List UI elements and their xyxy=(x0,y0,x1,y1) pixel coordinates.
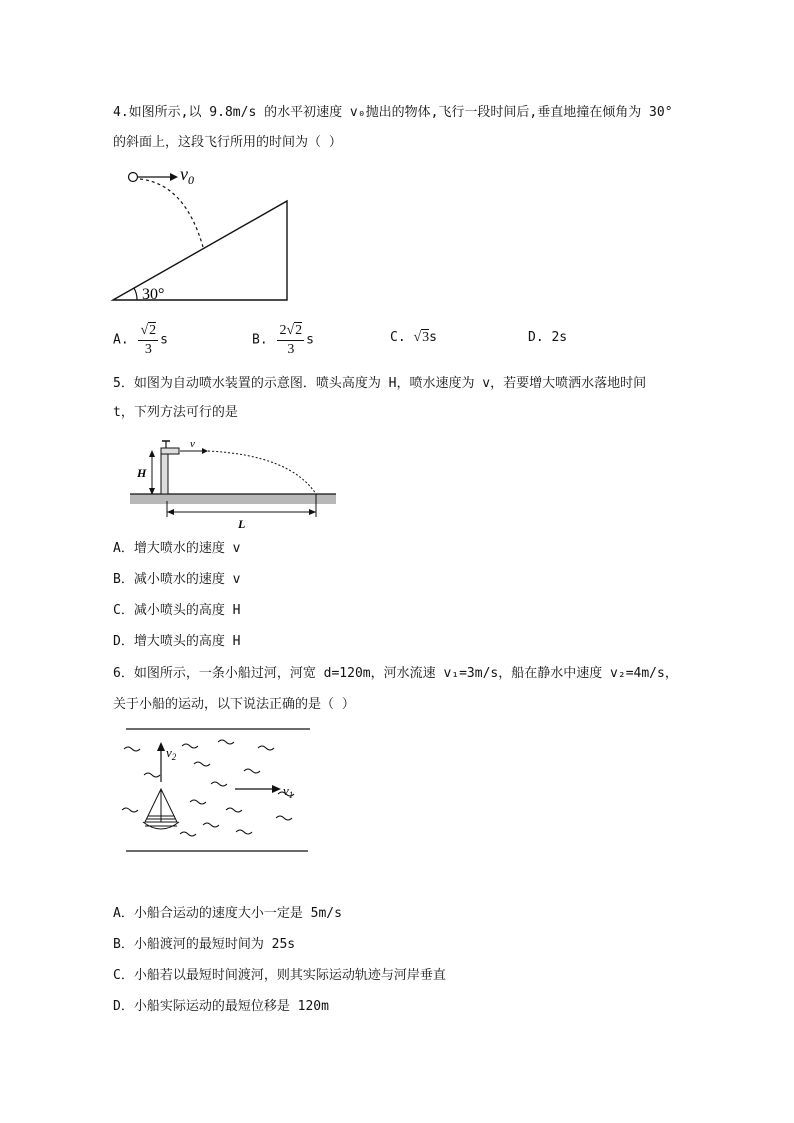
v1-label: $v_1$ xyxy=(283,783,294,800)
q6-option-c[interactable]: C．小船若以最短时间渡河，则其实际运动轨迹与河岸垂直 xyxy=(113,968,446,983)
q6-river-figure xyxy=(118,722,318,857)
q4-option-d[interactable]: D. 2s xyxy=(528,330,568,345)
v2-label: $v_2$ xyxy=(166,745,177,762)
trajectory-curve xyxy=(140,179,203,247)
q5-option-d[interactable]: D．增大喷头的高度 H xyxy=(113,634,241,649)
incline-triangle xyxy=(113,201,287,300)
q5-option-b[interactable]: B．减小喷水的速度 v xyxy=(113,572,241,587)
h-label: H xyxy=(137,466,147,480)
q5-option-a[interactable]: A．增大喷水的速度 v xyxy=(113,541,241,556)
q4-option-a[interactable]: A. $\frac{√2}{3}$ s xyxy=(113,323,168,357)
sailboat xyxy=(143,789,179,829)
ground xyxy=(130,494,336,504)
q4-incline-figure xyxy=(110,162,300,304)
q6-option-b[interactable]: B．小船渡河的最短时间为 25s xyxy=(113,937,296,952)
q6-option-d[interactable]: D．小船实际运动的最短位移是 120m xyxy=(113,999,329,1014)
angle-arc xyxy=(134,288,137,300)
q4-option-c[interactable]: C. √3s xyxy=(390,330,437,345)
q6-option-a[interactable]: A．小船合运动的速度大小一定是 5m/s xyxy=(113,906,342,921)
q6-stem-line2: 关于小船的运动，以下说法正确的是（ ） xyxy=(113,697,355,712)
q4-option-b[interactable]: B. $\frac{2√2}{3}$ s xyxy=(252,323,314,357)
v-label: v xyxy=(190,438,195,450)
ball xyxy=(129,173,138,182)
q4-stem-line1: 4.如图所示,以 9.8m/s 的水平初速度 v₀抛出的物体,飞行一段时间后,垂直地撞在倾角为 30° xyxy=(113,105,673,120)
q5-sprinkler-figure xyxy=(130,435,340,530)
q6-stem-line1: 6．如图所示，一条小船过河，河宽 d=120m，河水流速 v₁=3m/s，船在静水中速度 v₂=4m/s， xyxy=(113,666,678,681)
l-label: L xyxy=(238,517,246,530)
q5-stem-line2: t，下列方法可行的是 xyxy=(113,405,238,420)
water-trajectory xyxy=(208,451,316,494)
q4-stem-line2: 的斜面上，这段飞行所用的时间为（ ） xyxy=(113,135,342,150)
q5-stem-line1: 5．如图为自动喷水装置的示意图．喷头高度为 H，喷水速度为 v，若要增大喷洒水落地时间 xyxy=(113,376,647,391)
sprinkler-pipe xyxy=(161,448,168,494)
angle-label: 30° xyxy=(142,286,165,303)
q5-option-c[interactable]: C．减小喷头的高度 H xyxy=(113,603,241,618)
v0-label: $v_0$ xyxy=(180,164,194,187)
